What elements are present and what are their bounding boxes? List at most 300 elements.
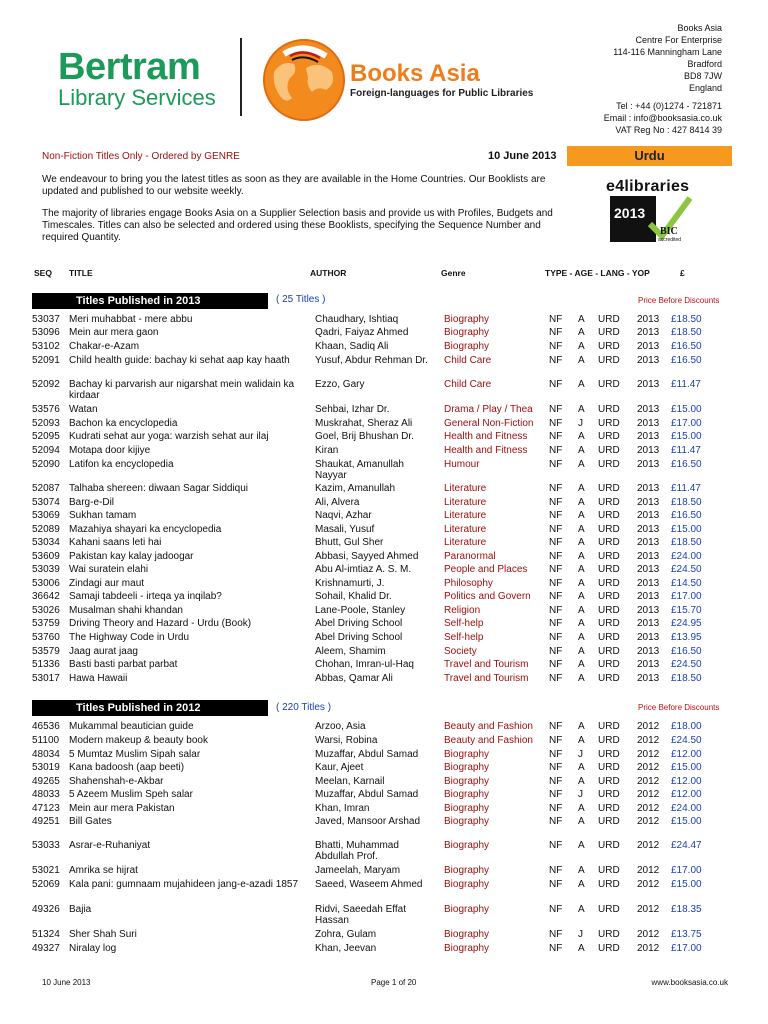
intro-paragraph: We endeavour to bring you the latest titles as soon as they are available in the Home Countries. Our Booklists are updated and published to our website weekly.	[42, 174, 546, 197]
cell-price: £15.00	[671, 762, 702, 773]
cell-genre: Biography	[444, 314, 490, 325]
cell-author: Abu Al-imtiaz A. S. M.	[315, 564, 412, 575]
cell-title: Kala pani: gumnaam mujahideen jang-e-azadi 1857	[69, 879, 299, 890]
cell-yop: 2013	[637, 564, 660, 575]
section-2012-title: Titles Published in 2012	[32, 700, 268, 716]
cell-type: NF	[549, 840, 563, 851]
cell-seq: 53096	[32, 327, 60, 338]
cell-author: Ezzo, Gary	[315, 379, 365, 390]
cell-title: Jaag aurat jaag	[69, 646, 138, 657]
cell-lang: URD	[598, 632, 620, 643]
cell-age: A	[578, 483, 585, 494]
cell-age: A	[578, 816, 585, 827]
cell-author: Kazim, Amanullah	[315, 483, 396, 494]
cell-seq: 53074	[32, 497, 60, 508]
cell-age: A	[578, 537, 585, 548]
cell-title: Wai suratein elahi	[69, 564, 149, 575]
cell-age: A	[578, 591, 585, 602]
cell-genre: Beauty and Fashion	[444, 735, 533, 746]
cell-yop: 2012	[637, 749, 660, 760]
cell-genre: Biography	[444, 341, 490, 352]
cell-genre: Beauty and Fashion	[444, 721, 533, 732]
cell-lang: URD	[598, 721, 620, 732]
cell-genre: General Non-Fiction	[444, 418, 534, 429]
cell-author: Sohail, Khalid Dr.	[315, 591, 392, 602]
cell-type: NF	[549, 865, 563, 876]
cell-author: Muskrahat, Sheraz Ali	[315, 418, 413, 429]
cell-yop: 2013	[637, 497, 660, 508]
cell-seq: 53033	[32, 840, 60, 851]
cell-title: Latifon ka encyclopedia	[69, 459, 174, 470]
cell-author: Khan, Jeevan	[315, 943, 377, 954]
cell-age: A	[578, 618, 585, 629]
cell-genre: Biography	[444, 803, 490, 814]
cell-type: NF	[549, 497, 563, 508]
cell-seq: 49327	[32, 943, 60, 954]
cell-lang: URD	[598, 659, 620, 670]
cell-lang: URD	[598, 879, 620, 890]
cell-yop: 2013	[637, 510, 660, 521]
cell-genre: Travel and Tourism	[444, 659, 529, 670]
address-line: Bradford	[687, 59, 722, 69]
address-block	[613, 22, 722, 94]
cell-yop: 2013	[637, 578, 660, 589]
cell-lang: URD	[598, 431, 620, 442]
cell-author: Ridvi, Saeedah Effat Hassan	[315, 904, 406, 926]
cell-lang: URD	[598, 578, 620, 589]
cell-type: NF	[549, 659, 563, 670]
cell-price: £11.47	[671, 379, 701, 390]
cell-yop: 2013	[637, 314, 660, 325]
cell-price: £12.00	[671, 789, 702, 800]
cell-price: £18.35	[671, 904, 702, 915]
cell-lang: URD	[598, 762, 620, 773]
contact-block	[604, 100, 722, 136]
cell-genre: Biography	[444, 749, 490, 760]
cell-lang: URD	[598, 497, 620, 508]
cell-yop: 2013	[637, 605, 660, 616]
cell-author: Khaan, Sadiq Ali	[315, 341, 389, 352]
cell-seq: 53039	[32, 564, 60, 575]
cell-seq: 51336	[32, 659, 60, 670]
cell-type: NF	[549, 431, 563, 442]
cell-lang: URD	[598, 816, 620, 827]
cell-title: Basti basti parbat parbat	[69, 659, 178, 670]
section-2013-title: Titles Published in 2013	[32, 293, 268, 309]
cell-price: £24.50	[671, 564, 702, 575]
cell-age: A	[578, 551, 585, 562]
cell-genre: Literature	[444, 510, 487, 521]
cell-price: £24.50	[671, 735, 702, 746]
cell-yop: 2012	[637, 879, 660, 890]
cell-title: Talhaba shereen: diwaan Sagar Siddiqui	[69, 483, 249, 494]
cell-yop: 2013	[637, 483, 660, 494]
col-currency-header: £	[680, 268, 685, 278]
cell-price: £15.00	[671, 879, 702, 890]
cell-title: Driving Theory and Hazard - Urdu (Book)	[69, 618, 252, 629]
address-line: BD8 7JW	[683, 71, 722, 81]
cell-genre: Biography	[444, 816, 490, 827]
cell-genre: Biography	[444, 789, 490, 800]
cell-seq: 52093	[32, 418, 60, 429]
cell-author: Jameelah, Maryam	[315, 865, 401, 876]
cell-age: J	[578, 418, 583, 429]
cell-age: A	[578, 721, 585, 732]
cell-seq: 53006	[32, 578, 60, 589]
cell-price: £12.00	[671, 776, 702, 787]
cell-type: NF	[549, 459, 563, 470]
cell-age: A	[578, 735, 585, 746]
cell-seq: 53102	[32, 341, 60, 352]
cell-age: A	[578, 646, 585, 657]
cell-yop: 2012	[637, 816, 660, 827]
cell-seq: 46536	[32, 721, 60, 732]
cell-type: NF	[549, 789, 563, 800]
cell-age: A	[578, 803, 585, 814]
cell-author: Yusuf, Abdur Rehman Dr.	[315, 355, 428, 366]
cell-title: Bill Gates	[69, 816, 112, 827]
cell-yop: 2012	[637, 776, 660, 787]
cell-yop: 2013	[637, 418, 660, 429]
cell-type: NF	[549, 327, 563, 338]
cell-seq: 53019	[32, 762, 60, 773]
cell-genre: Humour	[444, 459, 480, 470]
cell-type: NF	[549, 524, 563, 535]
list-date: 10 June 2013	[488, 150, 557, 162]
cell-lang: URD	[598, 551, 620, 562]
cell-genre: People and Places	[444, 564, 528, 575]
cell-lang: URD	[598, 776, 620, 787]
cell-price: £15.70	[671, 605, 702, 616]
cell-type: NF	[549, 314, 563, 325]
cell-price: £17.00	[671, 418, 702, 429]
cell-lang: URD	[598, 735, 620, 746]
cell-lang: URD	[598, 459, 620, 470]
bic-accredited-badge	[610, 196, 692, 242]
cell-type: NF	[549, 673, 563, 684]
cell-seq: 52087	[32, 483, 60, 494]
cell-lang: URD	[598, 749, 620, 760]
cell-genre: Paranormal	[444, 551, 496, 562]
cell-title: Modern makeup & beauty book	[69, 735, 208, 746]
cell-seq: 53037	[32, 314, 60, 325]
cell-seq: 53021	[32, 865, 60, 876]
cell-seq: 52092	[32, 379, 60, 390]
cell-price: £18.50	[671, 314, 702, 325]
cell-title: Barg-e-Dil	[69, 497, 115, 508]
cell-author: Khan, Imran	[315, 803, 370, 814]
cell-seq: 52091	[32, 355, 60, 366]
cell-yop: 2013	[637, 646, 660, 657]
col-genre-header: Genre	[441, 268, 466, 278]
cell-author: Chaudhary, Ishtiaq	[315, 314, 399, 325]
cell-author: Chohan, Imran-ul-Haq	[315, 659, 414, 670]
cell-author: Qadri, Faiyaz Ahmed	[315, 327, 409, 338]
col-author-header: AUTHOR	[310, 268, 347, 278]
cell-yop: 2012	[637, 943, 660, 954]
cell-price: £15.00	[671, 431, 702, 442]
cell-seq: 53760	[32, 632, 60, 643]
cell-author: Abel Driving School	[315, 618, 403, 629]
cell-title: Bachon ka encyclopedia	[69, 418, 178, 429]
cell-title: Mazahiya shayari ka encyclopedia	[69, 524, 222, 535]
address-line: Centre For Enterprise	[635, 35, 722, 45]
cell-seq: 53609	[32, 551, 60, 562]
cell-lang: URD	[598, 379, 620, 390]
cell-age: A	[578, 459, 585, 470]
cell-genre: Literature	[444, 524, 487, 535]
cell-genre: Self-help	[444, 632, 484, 643]
cell-title: Shahenshah-e-Akbar	[69, 776, 164, 787]
cell-yop: 2013	[637, 591, 660, 602]
cell-seq: 53017	[32, 673, 60, 684]
bertram-logo-subtitle: Library Services	[58, 85, 216, 110]
cell-age: A	[578, 379, 585, 390]
cell-author: Bhatti, Muhammad Abdullah Prof.	[315, 840, 399, 862]
cell-seq: 52069	[32, 879, 60, 890]
cell-seq: 49326	[32, 904, 60, 915]
cell-lang: URD	[598, 314, 620, 325]
contact-vat: VAT Reg No : 427 8414 39	[615, 125, 722, 135]
cell-type: NF	[549, 605, 563, 616]
cell-type: NF	[549, 537, 563, 548]
cell-title: Motapa door kijiye	[69, 445, 151, 456]
cell-price: £18.50	[671, 497, 702, 508]
section-2013-count: ( 25 Titles )	[276, 294, 326, 305]
cell-type: NF	[549, 341, 563, 352]
nonfiction-note: Non-Fiction Titles Only - Ordered by GENRE	[42, 151, 240, 162]
cell-type: NF	[549, 578, 563, 589]
cell-genre: Literature	[444, 483, 487, 494]
cell-type: NF	[549, 929, 563, 940]
cell-age: A	[578, 578, 585, 589]
cell-yop: 2012	[637, 865, 660, 876]
cell-seq: 52089	[32, 524, 60, 535]
cell-lang: URD	[598, 418, 620, 429]
cell-age: J	[578, 749, 583, 760]
cell-author: Abbas, Qamar Ali	[315, 673, 393, 684]
cell-lang: URD	[598, 524, 620, 535]
cell-age: A	[578, 404, 585, 415]
cell-type: NF	[549, 355, 563, 366]
cell-author: Kaur, Ajeet	[315, 762, 364, 773]
footer-url[interactable]: www.booksasia.co.uk	[651, 978, 728, 987]
cell-lang: URD	[598, 510, 620, 521]
cell-lang: URD	[598, 355, 620, 366]
cell-price: £24.50	[671, 659, 702, 670]
cell-title: Kana badoosh (aap beeti)	[69, 762, 185, 773]
cell-age: A	[578, 341, 585, 352]
cell-author: Shaukat, Amanullah Nayyar	[315, 459, 404, 481]
section-2013-price-note: Price Before Discounts	[638, 296, 720, 305]
cell-yop: 2013	[637, 431, 660, 442]
logo-divider	[240, 38, 242, 116]
cell-type: NF	[549, 510, 563, 521]
section-2012-price-note: Price Before Discounts	[638, 703, 720, 712]
cell-type: NF	[549, 404, 563, 415]
cell-author: Naqvi, Azhar	[315, 510, 372, 521]
cell-price: £12.00	[671, 749, 702, 760]
cell-type: NF	[549, 816, 563, 827]
cell-type: NF	[549, 721, 563, 732]
cell-genre: Health and Fitness	[444, 445, 528, 456]
cell-price: £17.00	[671, 591, 702, 602]
cell-lang: URD	[598, 327, 620, 338]
cell-price: £13.95	[671, 632, 702, 643]
cell-title: Mein aur mera gaon	[69, 327, 159, 338]
cell-type: NF	[549, 762, 563, 773]
cell-price: £18.00	[671, 721, 702, 732]
cell-title: Zindagi aur maut	[69, 578, 145, 589]
cell-yop: 2012	[637, 762, 660, 773]
e4libraries-logo	[606, 178, 689, 196]
contact-email: Email : info@booksasia.co.uk	[603, 113, 722, 123]
cell-yop: 2013	[637, 524, 660, 535]
cell-age: A	[578, 327, 585, 338]
cell-title: Amrika se hijrat	[69, 865, 138, 876]
contact-phone: Tel : +44 (0)1274 - 721871	[616, 101, 722, 111]
cell-yop: 2012	[637, 840, 660, 851]
cell-type: NF	[549, 776, 563, 787]
cell-genre: Politics and Govern	[444, 591, 531, 602]
cell-type: NF	[549, 632, 563, 643]
cell-seq: 53579	[32, 646, 60, 657]
cell-title: Pakistan kay kalay jadoogar	[69, 551, 194, 562]
cell-genre: Biography	[444, 762, 490, 773]
cell-author: Saeed, Waseem Ahmed	[315, 879, 423, 890]
cell-age: J	[578, 929, 583, 940]
cell-seq: 49265	[32, 776, 60, 787]
cell-genre: Self-help	[444, 618, 484, 629]
cell-title: 5 Azeem Muslim Speh salar	[69, 789, 193, 800]
cell-price: £15.00	[671, 524, 702, 535]
cell-yop: 2013	[637, 551, 660, 562]
cell-age: A	[578, 632, 585, 643]
footer-page: Page 1 of 20	[371, 978, 417, 987]
cell-yop: 2013	[637, 327, 660, 338]
cell-title: Meri muhabbat - mere abbu	[69, 314, 193, 325]
cell-lang: URD	[598, 865, 620, 876]
cell-genre: Health and Fitness	[444, 431, 528, 442]
cell-genre: Biography	[444, 879, 490, 890]
cell-type: NF	[549, 445, 563, 456]
cell-seq: 52094	[32, 445, 60, 456]
cell-title: The Highway Code in Urdu	[69, 632, 190, 643]
cell-type: NF	[549, 735, 563, 746]
cell-author: Aleem, Shamim	[315, 646, 386, 657]
cell-price: £24.47	[671, 840, 702, 851]
cell-type: NF	[549, 618, 563, 629]
cell-author: Abbasi, Sayyed Ahmed	[315, 551, 419, 562]
cell-yop: 2013	[637, 673, 660, 684]
cell-lang: URD	[598, 943, 620, 954]
cell-title: Chakar-e-Azam	[69, 341, 140, 352]
cell-title: Samaji tabdeeli - irteqa ya inqilab?	[69, 591, 222, 602]
bertram-logo-title: Bertram	[58, 46, 201, 88]
bertram-logo	[58, 48, 216, 110]
cell-yop: 2013	[637, 341, 660, 352]
cell-title: Watan	[69, 404, 98, 415]
cell-title: Bachay ki parvarish aur nigarshat mein walidain ka kirdaar	[69, 379, 295, 401]
cell-price: £11.47	[671, 483, 701, 494]
cell-lang: URD	[598, 904, 620, 915]
globe-icon	[262, 38, 346, 122]
cell-genre: Biography	[444, 840, 490, 851]
cell-lang: URD	[598, 789, 620, 800]
cell-price: £18.50	[671, 327, 702, 338]
e4libraries-text: e4libraries	[606, 178, 690, 195]
cell-price: £13.75	[671, 929, 702, 940]
cell-genre: Biography	[444, 929, 490, 940]
cell-author: Warsi, Robina	[315, 735, 378, 746]
cell-age: A	[578, 605, 585, 616]
cell-title: Sher Shah Suri	[69, 929, 137, 940]
cell-price: £16.50	[671, 341, 702, 352]
col-seq-header: SEQ	[34, 268, 52, 278]
cell-yop: 2012	[637, 721, 660, 732]
cell-type: NF	[549, 483, 563, 494]
cell-age: A	[578, 431, 585, 442]
cell-type: NF	[549, 904, 563, 915]
cell-lang: URD	[598, 803, 620, 814]
intro-text	[42, 174, 567, 254]
cell-yop: 2013	[637, 445, 660, 456]
cell-lang: URD	[598, 445, 620, 456]
cell-title: Bajia	[69, 904, 92, 915]
cell-title: Mein aur mera Pakistan	[69, 803, 175, 814]
address-line: 114-116 Manningham Lane	[613, 47, 722, 57]
cell-age: A	[578, 314, 585, 325]
cell-seq: 51324	[32, 929, 60, 940]
cell-type: NF	[549, 803, 563, 814]
cell-type: NF	[549, 379, 563, 390]
cell-age: A	[578, 776, 585, 787]
cell-lang: URD	[598, 591, 620, 602]
cell-title: Kudrati sehat aur yoga: warzish sehat aur ilaj	[69, 431, 269, 442]
cell-author: Zohra, Gulam	[315, 929, 377, 940]
cell-lang: URD	[598, 404, 620, 415]
cell-yop: 2012	[637, 803, 660, 814]
cell-price: £18.50	[671, 673, 702, 684]
cell-yop: 2013	[637, 537, 660, 548]
cell-author: Javed, Mansoor Arshad	[315, 816, 421, 827]
badge-accredited: accredited	[658, 237, 682, 242]
cell-type: NF	[549, 551, 563, 562]
cell-lang: URD	[598, 605, 620, 616]
cell-seq: 53759	[32, 618, 60, 629]
cell-author: Muzaffar, Abdul Samad	[315, 789, 419, 800]
cell-genre: Philosophy	[444, 578, 493, 589]
cell-age: A	[578, 524, 585, 535]
cell-title: Child health guide: bachay ki sehat aap kay haath	[69, 355, 290, 366]
cell-price: £16.50	[671, 459, 702, 470]
cell-genre: Biography	[444, 865, 490, 876]
cell-author: Sehbai, Izhar Dr.	[315, 404, 390, 415]
cell-price: £11.47	[671, 445, 701, 456]
col-title-header: TITLE	[69, 268, 93, 278]
cell-yop: 2013	[637, 618, 660, 629]
cell-lang: URD	[598, 341, 620, 352]
badge-bic: BIC	[660, 226, 678, 237]
books-asia-subtitle: Foreign-languages for Public Libraries	[350, 88, 534, 99]
footer-date: 10 June 2013	[42, 978, 91, 987]
cell-yop: 2012	[637, 789, 660, 800]
cell-author: Muzaffar, Abdul Samad	[315, 749, 419, 760]
cell-author: Abel Driving School	[315, 632, 403, 643]
cell-title: Sukhan tamam	[69, 510, 137, 521]
cell-lang: URD	[598, 929, 620, 940]
cell-age: J	[578, 789, 583, 800]
